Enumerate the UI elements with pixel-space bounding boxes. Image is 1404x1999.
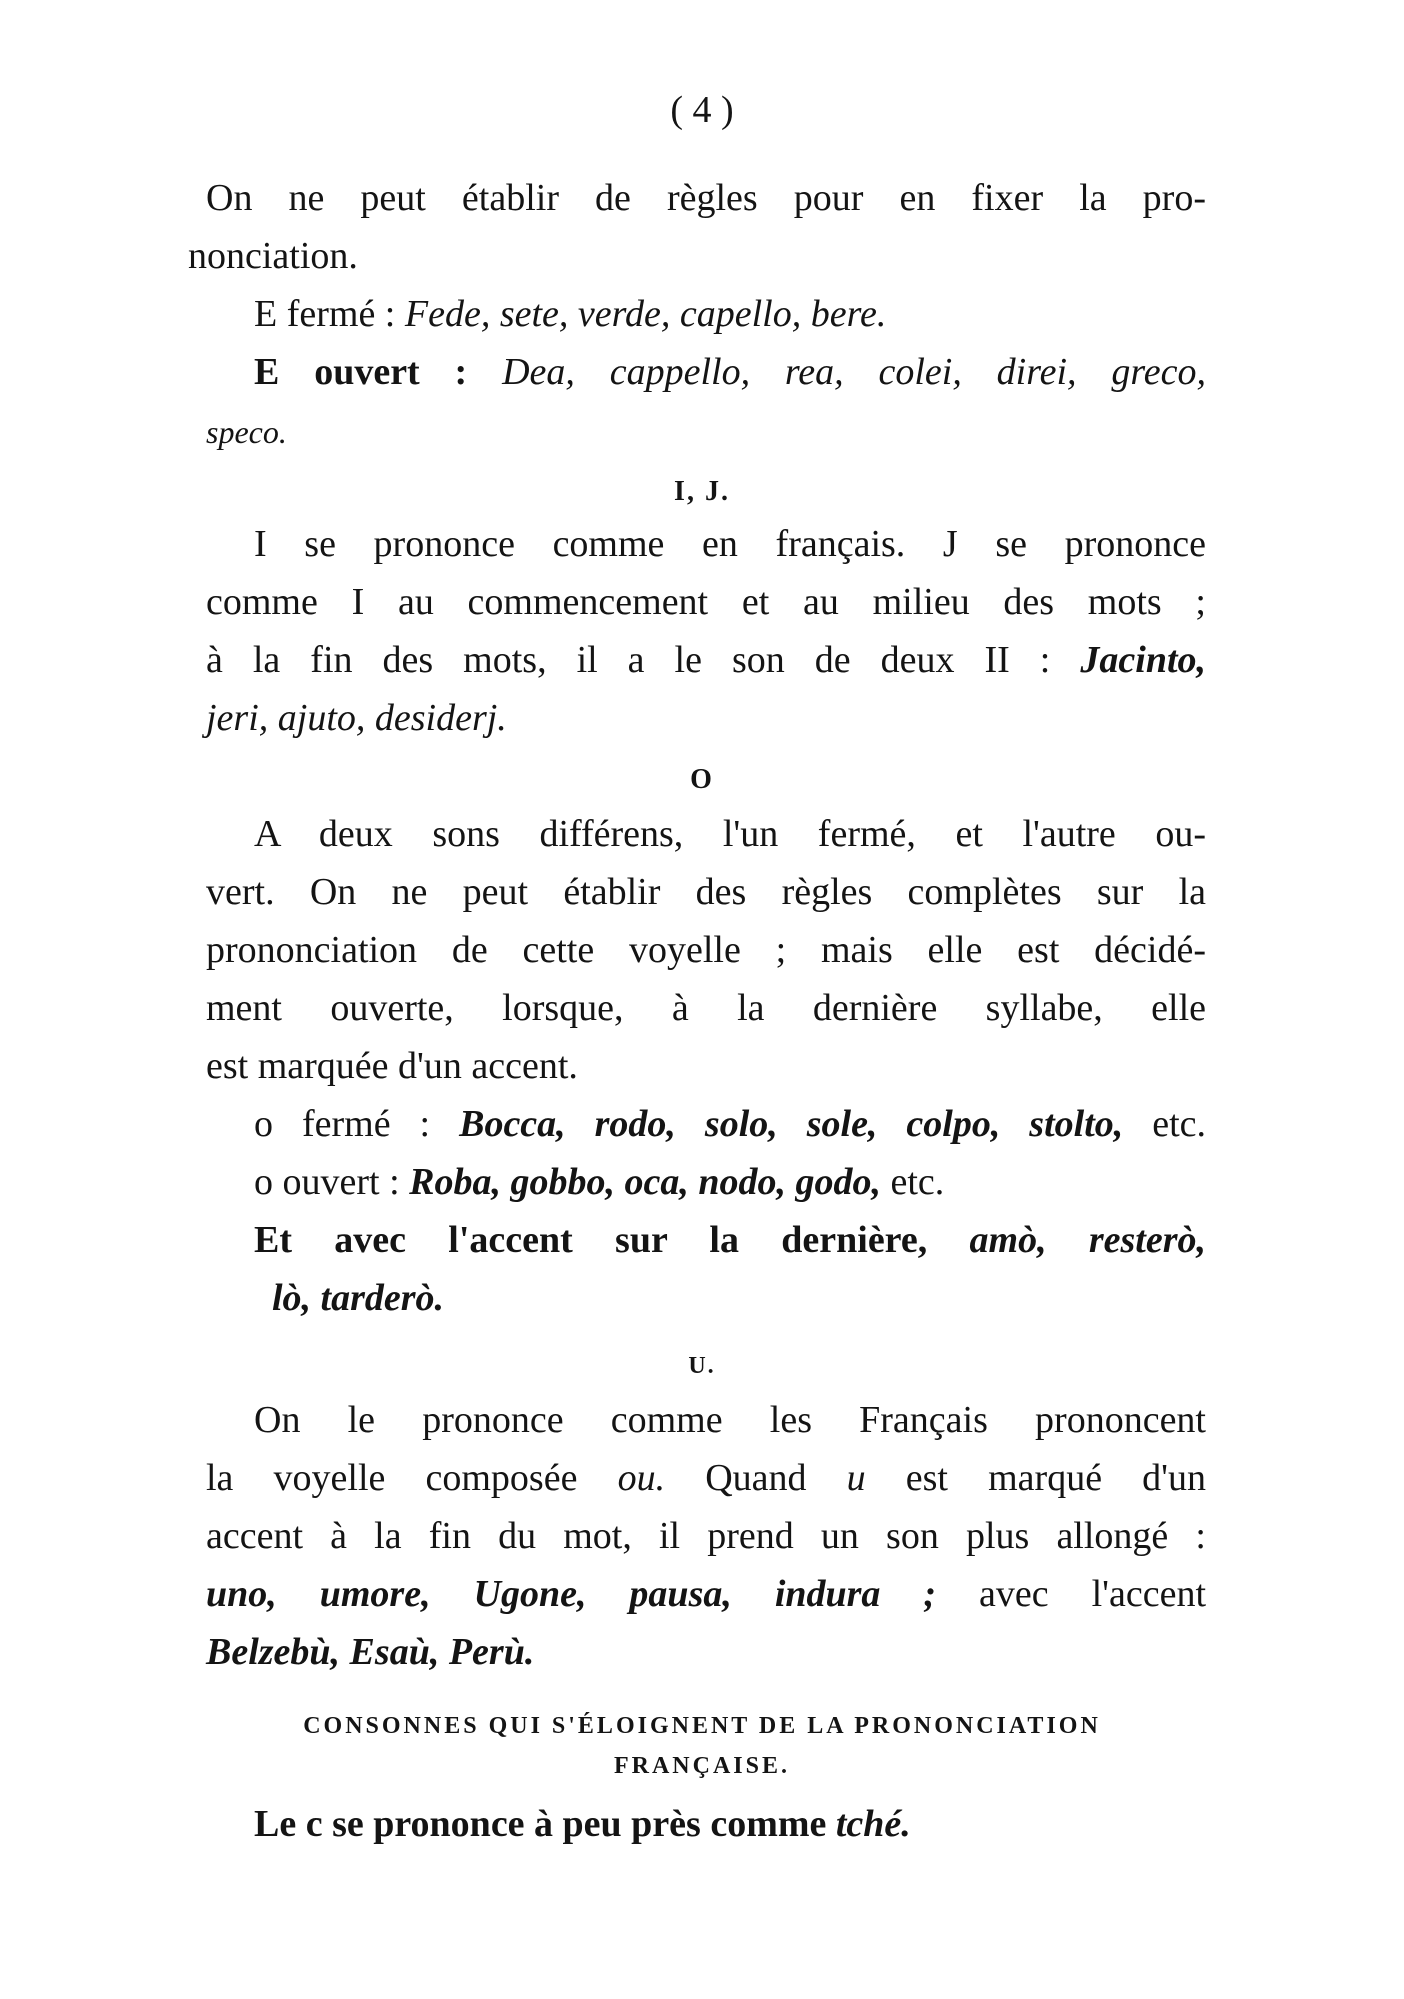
o-ouvert-label: o ouvert : (254, 1161, 400, 1203)
text-line: nonciation. (188, 235, 358, 277)
example-word: u (846, 1457, 866, 1499)
text-span: Et avec l'accent sur la dernière, (254, 1219, 928, 1261)
examples-line: Belzebù, Esaù, Perù. (206, 1631, 535, 1673)
text-line: On ne peut établir de règles pour en fixer la pro- (206, 177, 1206, 219)
section-heading-u: U. (688, 1353, 716, 1379)
e-ferme-line (254, 292, 886, 336)
example-words: amò, resterò, (969, 1219, 1206, 1261)
text-line: ment ouverte, lorsque, à la dernière syllabe, elle (206, 987, 1206, 1029)
etc-text: etc. (890, 1161, 945, 1203)
example-word: tché. (835, 1803, 911, 1845)
text-line: A deux sons différens, l'un fermé, et l'autre ou- (254, 813, 1206, 855)
o-ferme-label: o fermé : (254, 1103, 431, 1145)
o-ouvert-line (254, 1160, 944, 1204)
text-span: à la fin des mots, il a le son de deux II : (206, 639, 1051, 681)
text-line: I se prononce comme en français. J se prononce (254, 523, 1206, 565)
example-words: uno, umore, Ugone, pausa, indura ; (206, 1573, 937, 1615)
o-ferme-examples: Bocca, rodo, solo, sole, colpo, stolto, (459, 1103, 1124, 1145)
consonnes-heading-cont: FRANÇAISE. (613, 1753, 790, 1779)
text-line: accent à la fin du mot, il prend un son plus allongé : (206, 1515, 1206, 1557)
section-heading-ij: I, J. (674, 476, 730, 507)
example-word: ou. (617, 1457, 666, 1499)
o-accent-line (254, 1218, 1206, 1262)
examples-line: lò, tarderò. (272, 1277, 445, 1319)
text-line (254, 1802, 911, 1846)
etc-text: etc. (1152, 1103, 1207, 1145)
e-ferme-label: E fermé : (254, 293, 396, 335)
text-span: avec l'accent (979, 1573, 1207, 1615)
e-ferme-examples: Fede, sete, verde, capello, bere. (404, 293, 887, 335)
e-ouvert-examples-cont: speco. (206, 414, 287, 450)
text-span: la voyelle composée (206, 1457, 578, 1499)
example-word: Jacinto, (1080, 639, 1207, 681)
text-span: Quand (705, 1457, 807, 1499)
o-ferme-line (254, 1102, 1206, 1146)
text-line: prononciation de cette voyelle ; mais elle est décidé- (206, 929, 1206, 971)
examples-line: jeri, ajuto, desiderj. (206, 697, 507, 739)
text-line: On le prononce comme les Français prononcent (254, 1399, 1206, 1441)
page-number: ( 4 ) (670, 89, 734, 131)
text-line: est marquée d'un accent. (206, 1045, 578, 1087)
e-ouvert-label: E ouvert : (254, 351, 468, 393)
text-line (206, 1572, 1206, 1616)
text-line: vert. On ne peut établir des règles complètes sur la (206, 871, 1206, 913)
text-line (206, 1456, 1206, 1500)
consonnes-heading: CONSONNES QUI S'ÉLOIGNENT DE LA PRONONCIATION (303, 1713, 1101, 1739)
text-span: est marqué d'un (905, 1457, 1207, 1499)
o-ouvert-examples: Roba, gobbo, oca, nodo, godo, (409, 1161, 881, 1203)
text-line (206, 638, 1206, 682)
text-span: Le c se prononce à peu près comme (254, 1803, 827, 1845)
e-ouvert-examples: Dea, cappello, rea, colei, direi, greco, (502, 351, 1206, 393)
text-line: comme I au commencement et au milieu des mots ; (206, 581, 1206, 623)
e-ouvert-line (254, 350, 1206, 394)
section-heading-o: O (690, 764, 714, 795)
